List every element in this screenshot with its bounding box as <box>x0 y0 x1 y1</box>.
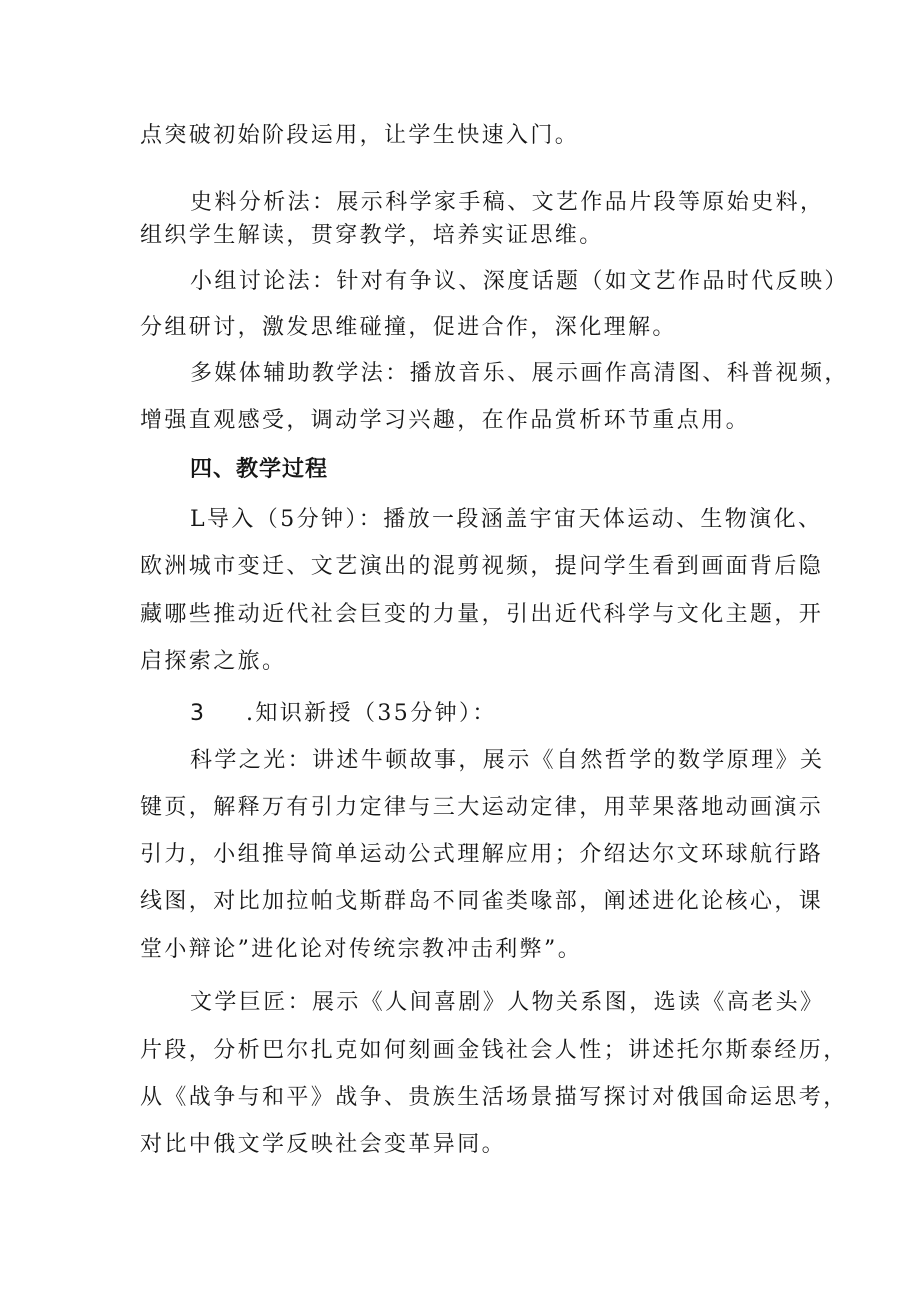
paragraph-line: 增强直观感受，调动学习兴趣，在作品赏析环节重点用。 <box>140 408 751 433</box>
paragraph-line: 从《战争与和平》战争、贵族生活场景描写探讨对俄国命运思考， <box>140 1085 848 1110</box>
paragraph-line: 片段，分析巴尔扎克如何刻画金钱社会人性；讲述托尔斯泰经历， <box>140 1038 848 1063</box>
paragraph-line: 小组讨论法：针对有争议、深度话题（如文艺作品时代反映） <box>190 269 849 294</box>
paragraph-line: 史料分析法：展示科学家手稿、文艺作品片段等原始史料， <box>190 190 825 215</box>
paragraph-line: 对比中俄文学反映社会变革异同。 <box>140 1132 507 1157</box>
paragraph-line: 多媒体辅助教学法：播放音乐、展示画作高清图、科普视频， <box>190 361 849 386</box>
paragraph-line: 线图，对比加拉帕戈斯群岛不同雀类喙部，阐述进化论核心，课 <box>140 889 824 914</box>
paragraph-line: 堂小辩论”进化论对传统宗教冲击利弊”。 <box>140 937 583 962</box>
paragraph-line: L导入（5分钟）：播放一段涵盖宇宙天体运动、生物演化、 <box>190 507 823 532</box>
paragraph-line: 组织学生解读，贯穿教学，培养实证思维。 <box>140 223 604 248</box>
paragraph-line: 分组研讨，激发思维碰撞，促进合作，深化理解。 <box>140 315 677 340</box>
section-heading: 四、教学过程 <box>190 457 329 482</box>
paragraph-line: 点突破初始阶段运用，让学生快速入门。 <box>140 123 580 148</box>
paragraph-line: 欧洲城市变迁、文艺演出的混剪视频，提问学生看到画面背后隐 <box>140 554 824 579</box>
paragraph-line: 键页，解释万有引力定律与三大运动定律，用苹果落地动画演示 <box>140 795 824 820</box>
paragraph-line: 引力，小组推导简单运动公式理解应用；介绍达尔文环球航行路 <box>140 842 824 867</box>
list-number: 3 <box>190 701 207 726</box>
paragraph-line: 文学巨匠：展示《人间喜剧》人物关系图，选读《高老头》 <box>190 990 825 1015</box>
paragraph-line: 藏哪些推动近代社会巨变的力量，引出近代科学与文化主题，开 <box>140 602 824 627</box>
list-item-text: .知识新授（35分钟）： <box>246 701 497 726</box>
paragraph-line: 启探索之旅。 <box>140 649 287 674</box>
paragraph-line: 科学之光：讲述牛顿故事，展示《自然哲学的数学原理》关 <box>190 748 825 773</box>
